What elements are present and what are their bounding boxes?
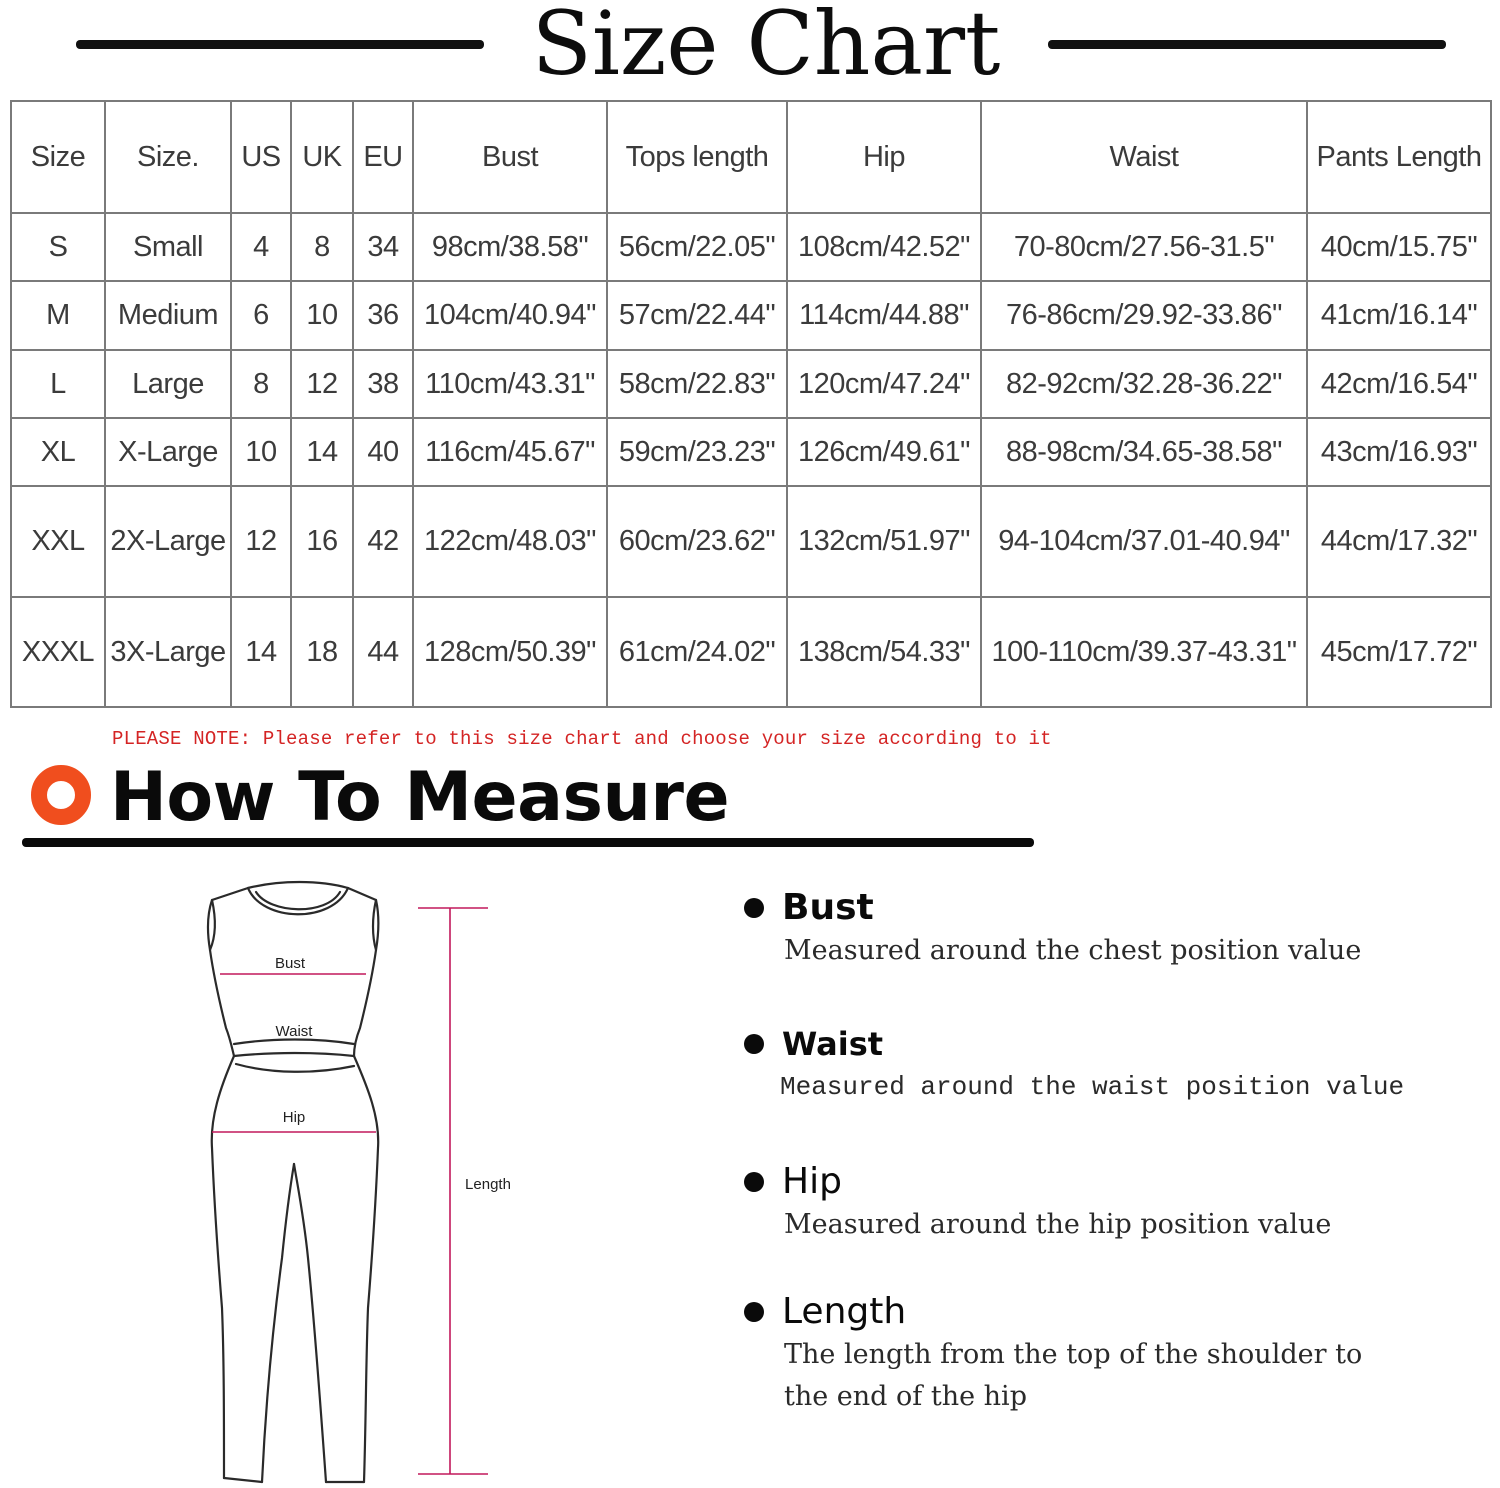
table-row (11, 597, 1491, 708)
pants-right-leg-outer (354, 1056, 378, 1482)
measure-desc: The length from the top of the shoulder to (784, 1339, 1363, 1370)
bullet-icon (744, 898, 764, 918)
table-row (11, 350, 1491, 418)
column-header: EU (353, 101, 413, 213)
column-header: Size. (105, 101, 231, 213)
table-cell: 114cm/44.88" (787, 281, 981, 349)
column-header: Bust (413, 101, 607, 213)
table-cell: 18 (291, 597, 353, 708)
size-note: PLEASE NOTE: Please refer to this size chart and choose your size according to it (112, 728, 1052, 750)
figure-label-length: Length (465, 1176, 511, 1193)
column-header: US (231, 101, 291, 213)
table-cell: 59cm/23.23" (607, 418, 787, 486)
pants-left-leg-inner (262, 1164, 294, 1482)
table-cell: XXXL (11, 597, 105, 708)
bullet-icon (744, 1172, 764, 1192)
pants-right-leg-inner (294, 1164, 326, 1482)
table-cell: M (11, 281, 105, 349)
size-chart-header (0, 0, 1500, 96)
table-cell: 12 (291, 350, 353, 418)
column-header: UK (291, 101, 353, 213)
figure-label-bust: Bust (274, 955, 306, 972)
measure-item-head (744, 1290, 1362, 1334)
table-cell: 43cm/16.93" (1307, 418, 1491, 486)
orange-ring-icon (30, 764, 92, 826)
table-cell: 104cm/40.94" (413, 281, 607, 349)
neckline-collar (256, 892, 340, 909)
table-cell: 116cm/45.67" (413, 418, 607, 486)
measure-title: Hip (782, 1161, 842, 1202)
table-cell: XXL (11, 486, 105, 596)
measure-title: Bust (782, 887, 874, 928)
table-cell: 56cm/22.05" (607, 213, 787, 281)
waistband-bottom (234, 1053, 354, 1056)
table-cell: Large (105, 350, 231, 418)
column-header: Size (11, 101, 105, 213)
left-hem (224, 1478, 262, 1482)
pants-left-leg-outer (212, 1056, 234, 1478)
waistband-lower-fold (236, 1064, 354, 1072)
table-cell: 82-92cm/32.28-36.22" (981, 350, 1307, 418)
ring-circle (39, 773, 83, 817)
table-cell: 120cm/47.24" (787, 350, 981, 418)
table-cell: 70-80cm/27.56-31.5" (981, 213, 1307, 281)
table-cell: 44 (353, 597, 413, 708)
waistband-top (234, 1040, 354, 1045)
measure-desc: Measured around the hip position value (784, 1209, 1332, 1240)
title-rule-left (76, 40, 484, 49)
size-table (10, 100, 1492, 708)
table-cell: 40 (353, 418, 413, 486)
table-cell: 88-98cm/34.65-38.58" (981, 418, 1307, 486)
measure-desc: the end of the hip (784, 1381, 1027, 1412)
jumpsuit-diagram (190, 878, 530, 1488)
measure-item-waist (744, 1022, 1404, 1108)
measure-item-length (744, 1290, 1362, 1418)
table-cell: 40cm/15.75" (1307, 213, 1491, 281)
measure-item-bust (744, 886, 1361, 972)
column-header: Tops length (607, 101, 787, 213)
table-cell: 14 (231, 597, 291, 708)
table-cell: 10 (291, 281, 353, 349)
table-cell: S (11, 213, 105, 281)
table-cell: 10 (231, 418, 291, 486)
table-cell: 2X-Large (105, 486, 231, 596)
measure-item-head (744, 1160, 1331, 1204)
armhole-right (373, 900, 376, 950)
table-cell: L (11, 350, 105, 418)
table-cell: 42cm/16.54" (1307, 350, 1491, 418)
measure-title: Waist (782, 1025, 884, 1063)
table-cell: 42 (353, 486, 413, 596)
table-cell: 57cm/22.44" (607, 281, 787, 349)
table-cell: 110cm/43.31" (413, 350, 607, 418)
measure-title: Length (782, 1291, 907, 1332)
table-row (11, 213, 1491, 281)
measure-item-hip (744, 1160, 1331, 1246)
table-cell: 8 (231, 350, 291, 418)
table-row (11, 281, 1491, 349)
figure-label-hip: Hip (282, 1109, 306, 1126)
table-cell: XL (11, 418, 105, 486)
table-row (11, 418, 1491, 486)
table-cell: 61cm/24.02" (607, 597, 787, 708)
table-cell: 6 (231, 281, 291, 349)
table-cell: 100-110cm/39.37-43.31" (981, 597, 1307, 708)
figure-label-waist: Waist (275, 1023, 313, 1040)
how-to-measure-title: How To Measure (110, 758, 730, 837)
page-title: Size Chart (531, 0, 1001, 95)
how-to-measure-rule (22, 838, 1034, 847)
table-cell: 98cm/38.58" (413, 213, 607, 281)
table-row (11, 486, 1491, 596)
table-cell: 132cm/51.97" (787, 486, 981, 596)
measure-desc: Measured around the waist position value (780, 1072, 1405, 1102)
table-cell: 44cm/17.32" (1307, 486, 1491, 596)
table-cell: Small (105, 213, 231, 281)
table-cell: 14 (291, 418, 353, 486)
table-cell: 4 (231, 213, 291, 281)
measure-item-head (744, 1022, 1404, 1066)
table-cell: 34 (353, 213, 413, 281)
column-header: Waist (981, 101, 1307, 213)
table-cell: 122cm/48.03" (413, 486, 607, 596)
table-cell: 138cm/54.33" (787, 597, 981, 708)
column-header: Hip (787, 101, 981, 213)
jumpsuit-outline (208, 882, 378, 1482)
table-cell: 94-104cm/37.01-40.94" (981, 486, 1307, 596)
table-cell: 108cm/42.52" (787, 213, 981, 281)
title-rule-right (1048, 40, 1446, 49)
measurement-lines (212, 908, 488, 1474)
table-cell: 36 (353, 281, 413, 349)
table-cell: 128cm/50.39" (413, 597, 607, 708)
bullet-icon (744, 1302, 764, 1322)
table-cell: 16 (291, 486, 353, 596)
table-cell: 45cm/17.72" (1307, 597, 1491, 708)
table-cell: 8 (291, 213, 353, 281)
measure-item-head (744, 886, 1361, 930)
measure-desc: Measured around the chest position value (784, 935, 1362, 966)
bullet-icon (744, 1034, 764, 1054)
table-cell: Medium (105, 281, 231, 349)
table-cell: 12 (231, 486, 291, 596)
table-cell: 3X-Large (105, 597, 231, 708)
table-cell: 76-86cm/29.92-33.86" (981, 281, 1307, 349)
table-cell: 58cm/22.83" (607, 350, 787, 418)
table-cell: X-Large (105, 418, 231, 486)
table-cell: 38 (353, 350, 413, 418)
table-cell: 126cm/49.61" (787, 418, 981, 486)
neckline-outer (248, 882, 348, 888)
column-header: Pants Length (1307, 101, 1491, 213)
table-cell: 60cm/23.62" (607, 486, 787, 596)
table-cell: 41cm/16.14" (1307, 281, 1491, 349)
table-header-row (11, 101, 1491, 213)
